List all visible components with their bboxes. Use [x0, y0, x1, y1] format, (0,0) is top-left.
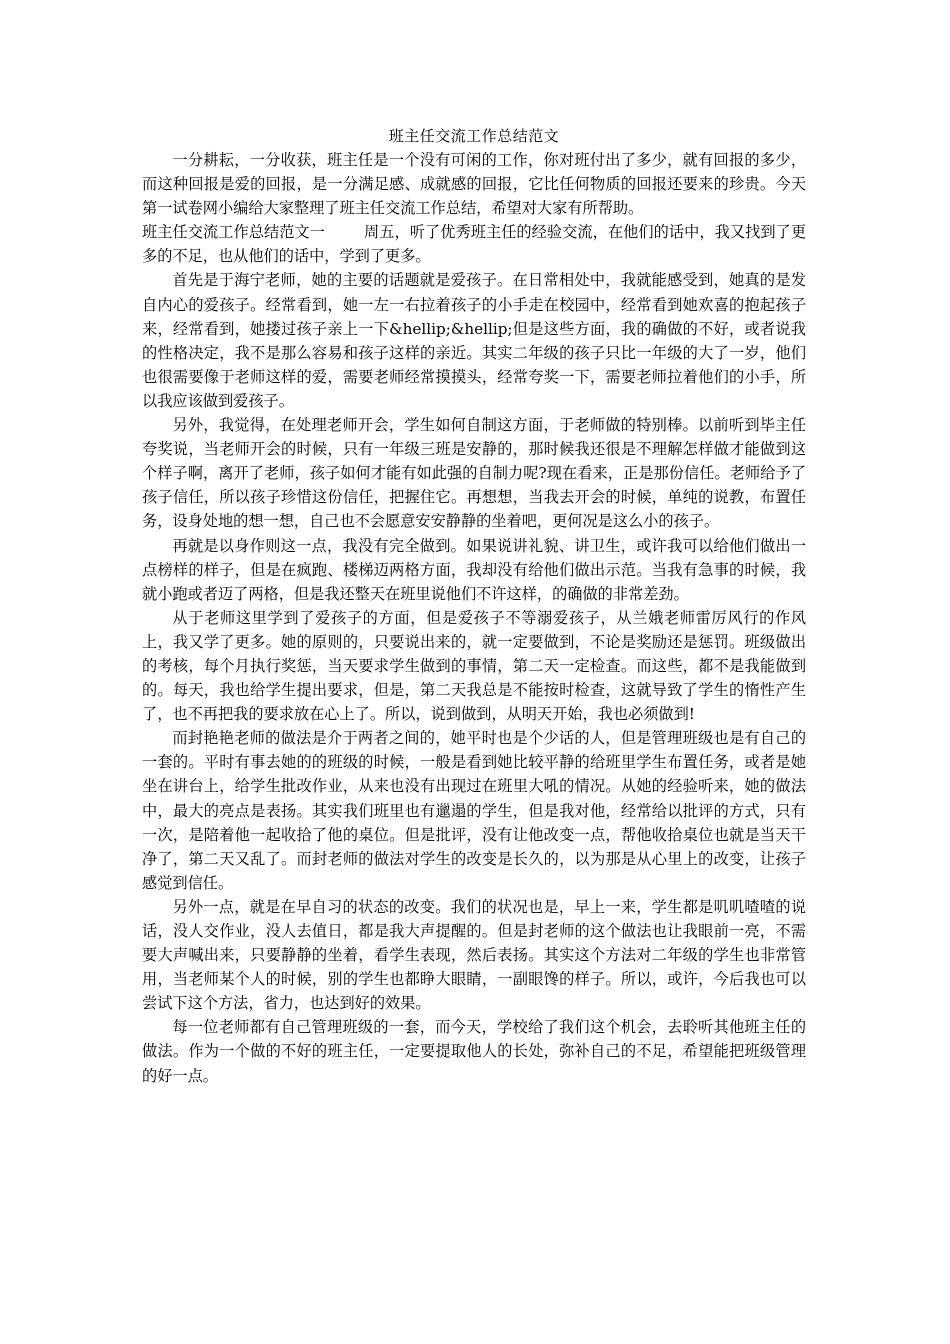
section-spacer	[325, 223, 364, 241]
body-paragraph-7: 每一位老师都有自己管理班级的一套，而今天，学校给了我们这个机会，去聆听其他班主任的做法。作为一个做的不好的班主任，一定要提取他人的长处，弥补自己的不足，希望能把班级管理的好一点。	[142, 1018, 806, 1085]
section-one-paragraph	[142, 220, 806, 268]
body-paragraph-5: 而封艳艳老师的做法是介于两者之间的，她平时也是个少话的人，但是管理班级也是有自己的一套的。平时有事去她的的班级的时候，一般是看到她比较平静的给班里学生布置任务，或者是她坐在讲台上，给学生批改作业，从来也没有出现过在班里大吼的情况。从她的经验听来，她的做法中，最大的亮点是表扬。其实我们班里也有邋遢的学生，但是我对他，经常给以批评的方式，只有一次，是陪着他一起收拾了他的桌位。但是批评，没有让他改变一点，帮他收拾桌位也就是当天干净了，第二天又乱了。而封老师的做法对学生的改变是长久的，以为那是从心里上的改变，让孩子感觉到信任。	[142, 729, 806, 892]
body-paragraph-1: 首先是于海宁老师，她的主要的话题就是爱孩子。在日常相处中，我就能感受到，她真的是发自内心的爱孩子。经常看到，她一左一右拉着孩子的小手走在校园中，经常看到她欢喜的抱起孩子来，经常看到，她搂过孩子亲上一下&hellip;&hellip;但是这些方面，我的确做的不好，或者说我的性格决定，我不是那么容易和孩子这样的亲近。其实二年级的孩子只比一年级的大了一岁，他们也很需要像于老师这样的爱，需要老师经常摸摸头，经常夸奖一下，需要老师拉着他们的小手，所以我应该做到爱孩子。	[142, 271, 806, 410]
section-heading: 班主任交流工作总结范文一	[142, 223, 325, 242]
body-paragraph-3: 再就是以身作则这一点，我没有完全做到。如果说讲礼貌、讲卫生，或许我可以给他们做出一点榜样的样子，但是在疯跑、楼梯迈两格方面，我却没有给他们做出示范。当我有急事的时候，我就小跑或者迈了两格，但是我还整天在班里说他们不许这样，的确做的非常差劲。	[142, 536, 806, 603]
section-lead-text: 周五，听了优秀班主任的经验交流，在他们的话中，我又找到了更多的不足，也从他们的话中，学到了更多。	[142, 223, 807, 266]
body-paragraph-2: 另外，我觉得，在处理老师开会，学生如何自制这方面，于老师做的特别棒。以前听到毕主任夸奖说，当老师开会的时候，只有一年级三班是安静的，那时候我还很是不理解怎样做才能做到这个样子啊，离开了老师，孩子如何才能有如此强的自制力呢?现在看来，正是那份信任。老师给予了孩子信任，所以孩子珍惜这份信任，把握住它。再想想，当我去开会的时候，单纯的说教，布置任务，设身处地的想一想，自己也不会愿意安安静静的坐着吧，更何况是这么小的孩子。	[142, 416, 806, 531]
document-page	[142, 126, 806, 1088]
body-paragraph-4: 从于老师这里学到了爱孩子的方面，但是爱孩子不等溺爱孩子，从兰娥老师雷厉风行的作风上，我又学了更多。她的原则的，只要说出来的，就一定要做到，不论是奖励还是惩罚。班级做出的考核，每个月执行奖惩，当天要求学生做到的事情，第二天一定检查。而这些，都不是我能做到的。每天，我也给学生提出要求，但是，第二天我总是不能按时检查，这就导致了学生的惰性产生了，也不再把我的要求放在心上了。所以，说到做到，从明天开始，我也必须做到!	[142, 608, 806, 724]
body-paragraph-6: 另外一点，就是在早自习的状态的改变。我们的状况也是，早上一来，学生都是叽叽喳喳的说话，没人交作业，没人去值日，都是我大声提醒的。但是封老师的这个做法也让我眼前一亮，不需要大声喊出来，只要静静的坐着，看学生表现，然后表扬。其实这个方法对二年级的学生也非常管用，当老师某个人的时候，别的学生也都睁大眼睛，一副眼馋的样子。所以，或许，今后我也可以尝试下这个方法，省力，也达到好的效果。	[142, 897, 806, 1013]
document-title: 班主任交流工作总结范文	[388, 127, 560, 145]
intro-paragraph: 一分耕耘，一分收获，班主任是一个没有可闲的工作，你对班付出了多少，就有回报的多少，而这种回报是爱的回报，是一分满足感、成就感的回报，它比任何物质的回报还要来的珍贵。今天第一试卷网小编给大家整理了班主任交流工作总结，希望对大家有所帮助。	[142, 151, 806, 218]
